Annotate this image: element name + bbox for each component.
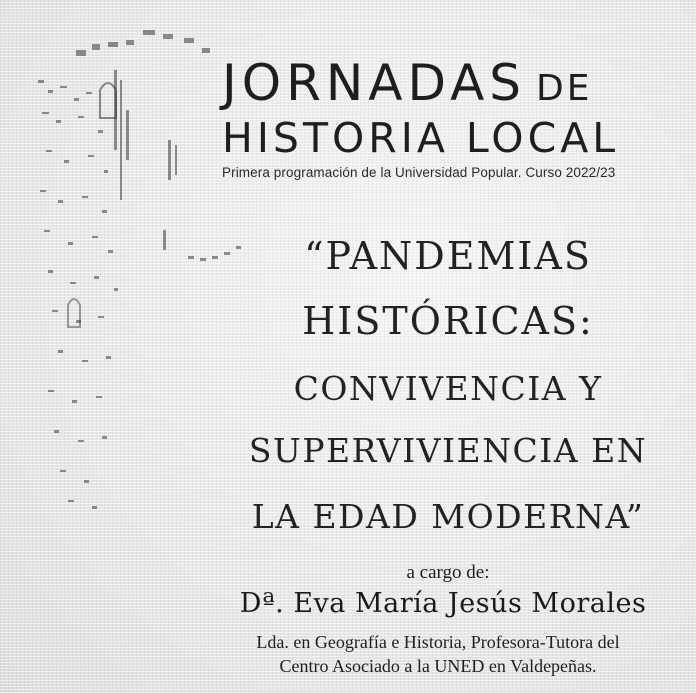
talk-title-line5: LA EDAD MODERNA” <box>251 497 645 536</box>
speaker-name: Dª. Eva María Jesús Morales <box>239 588 647 619</box>
talk-title-line1: “PANDEMIAS <box>304 234 592 278</box>
speaker-credentials-line2: Centro Asociado a la UNED en Valdepeñas. <box>279 656 597 676</box>
talk-title-line3: CONVIVENCIA Y <box>293 369 603 408</box>
event-header <box>222 54 662 180</box>
talk-title-line2: HISTÓRICAS: <box>302 299 594 343</box>
series-title-line1 <box>222 54 662 112</box>
series-title-de: DE <box>536 68 593 109</box>
talk-title-line4: SUPERVIVIENCIA EN <box>248 431 648 470</box>
speaker-intro: a cargo de: <box>406 562 490 583</box>
series-title-jornadas: JORNADAS <box>222 54 527 112</box>
series-subtitle: Primera programación de la Universidad Popular. Curso 2022/23 <box>222 165 616 180</box>
series-title-line2: HISTORIA LOCAL <box>222 114 620 162</box>
speaker-credentials-line1: Lda. en Geografía e Historia, Profesora-Tutora del <box>256 632 620 652</box>
